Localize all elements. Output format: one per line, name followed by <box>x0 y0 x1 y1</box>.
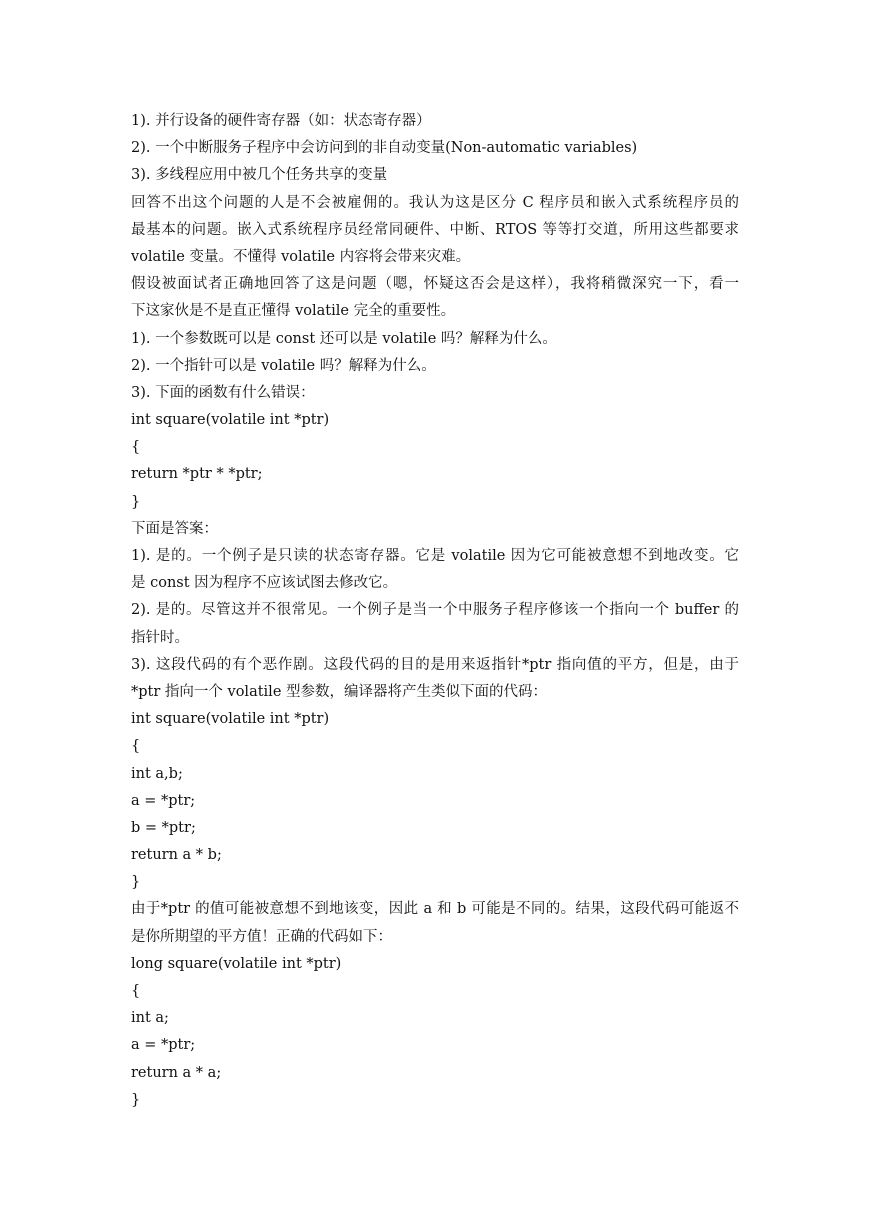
text-line: 假设被面试者正确地回答了这是问题（嗯，怀疑这否会是这样），我将稍微深究一下，看一 <box>131 276 739 293</box>
code-line: return *ptr * *ptr; <box>131 466 263 483</box>
code-line: { <box>131 983 141 999</box>
text-line: 3). 多线程应用中被几个任务共享的变量 <box>131 167 388 184</box>
code-line: } <box>131 493 141 510</box>
text-line: 是 const 因为程序不应该试图去修改它。 <box>131 575 398 592</box>
code-line: b = *ptr; <box>131 819 196 836</box>
code-line: return a * b; <box>131 847 222 864</box>
code-line: int square(volatile int *ptr) <box>131 412 330 429</box>
text-line: 下这家伙是不是直正懂得 volatile 完全的重要性。 <box>131 303 456 320</box>
code-line: } <box>131 874 141 891</box>
code-line: return a * a; <box>131 1064 222 1081</box>
text-line: 由于*ptr 的值可能被意想不到地该变，因此 a 和 b 可能是不同的。结果，这段代码可能返不 <box>131 901 739 918</box>
text-line: 2). 一个指针可以是 volatile 吗？解释为什么。 <box>131 357 436 374</box>
text-line: 最基本的问题。嵌入式系统程序员经常同硬件、中断、RTOS 等等打交道，所用这些都要求 <box>131 221 739 238</box>
text-line: 1). 并行设备的硬件寄存器（如：状态寄存器） <box>131 113 431 129</box>
code-line: int a,b; <box>131 765 183 782</box>
document-page <box>131 108 739 1114</box>
code-line: long square(volatile int *ptr) <box>131 955 342 972</box>
text-line: 下面是答案： <box>131 520 218 537</box>
text-line: 1). 一个参数既可以是 const 还可以是 volatile 吗？解释为什么。 <box>131 330 557 347</box>
text-line: 2). 是的。尽管这并不很常见。一个例子是当一个中服务子程序修该一个指向一个 buffer 的 <box>131 602 739 619</box>
code-line: { <box>131 738 141 755</box>
code-line: int square(volatile int *ptr) <box>131 711 330 728</box>
text-line: 回答不出这个问题的人是不会被雇佣的。我认为这是区分 C 程序员和嵌入式系统程序员的 <box>131 194 739 211</box>
code-line: a = *ptr; <box>131 792 196 809</box>
text-line: 是你所期望的平方值！正确的代码如下： <box>131 928 392 945</box>
text-line: 1). 是的。一个例子是只读的状态寄存器。它是 volatile 因为它可能被意想不到地改变。它 <box>131 548 739 564</box>
text-line: volatile 变量。不懂得 volatile 内容将会带来灾难。 <box>131 248 471 265</box>
code-line: a = *ptr; <box>131 1037 196 1054</box>
code-line: int a; <box>131 1010 169 1027</box>
code-line: { <box>131 439 141 456</box>
code-line: } <box>131 1091 141 1108</box>
text-line: 3). 这段代码的有个恶作剧。这段代码的目的是用来返指针*ptr 指向值的平方，但是，由于 <box>131 656 739 673</box>
text-line: 3). 下面的函数有什么错误： <box>131 384 315 401</box>
text-line: 2). 一个中断服务子程序中会访问到的非自动变量(Non-automatic variables) <box>131 140 638 157</box>
text-line: 指针时。 <box>131 629 189 646</box>
text-line: *ptr 指向一个 volatile 型参数，编译器将产生类似下面的代码： <box>131 683 548 700</box>
